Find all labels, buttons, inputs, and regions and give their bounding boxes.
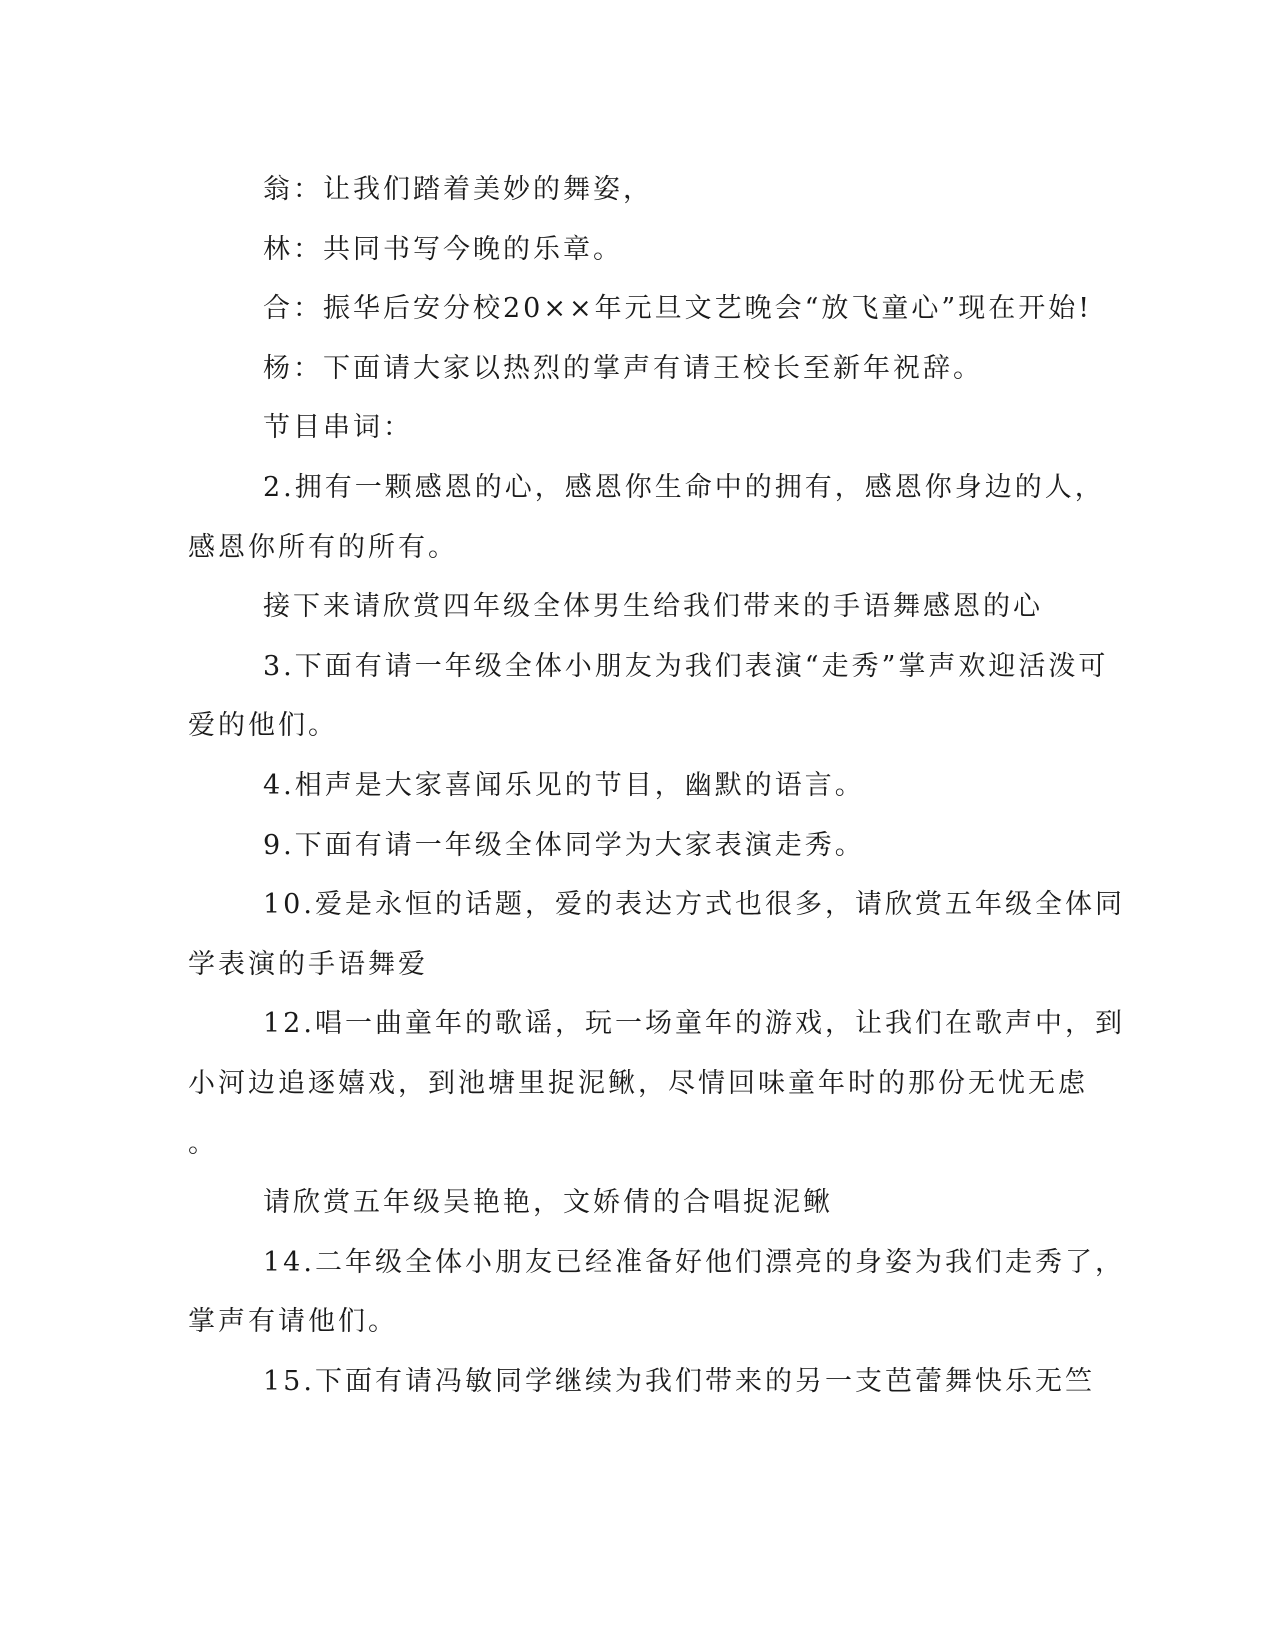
text-line: 12.唱一曲童年的歌谣，玩一场童年的游戏，让我们在歌声中，到 <box>263 1008 1125 1040</box>
text-line: 学表演的手语舞爱 <box>188 948 428 980</box>
text-line: 3.下面有请一年级全体小朋友为我们表演“走秀”掌声欢迎活泼可 <box>263 650 1109 682</box>
text-line: 15.下面有请冯敏同学继续为我们带来的另一支芭蕾舞快乐无竺 <box>263 1365 1095 1397</box>
text-line: 2.拥有一颗感恩的心，感恩你生命中的拥有，感恩你身边的人， <box>263 471 1105 503</box>
text-line: 翁：让我们踏着美妙的舞姿， <box>263 174 653 205</box>
text-line: 感恩你所有的所有。 <box>188 531 458 563</box>
text-line: 掌声有请他们。 <box>188 1306 398 1338</box>
text-line: 请欣赏五年级吴艳艳，文娇倩的合唱捉泥鳅 <box>263 1187 833 1219</box>
text-line: 杨：下面请大家以热烈的掌声有请王校长至新年祝辞。 <box>263 352 983 384</box>
text-line: 14.二年级全体小朋友已经准备好他们漂亮的身姿为我们走秀了， <box>263 1246 1125 1278</box>
document-body <box>188 160 1125 1411</box>
text-line: 接下来请欣赏四年级全体男生给我们带来的手语舞感恩的心 <box>263 591 1043 623</box>
text-line: 小河边追逐嬉戏，到池塘里捉泥鳅，尽情回味童年时的那份无忧无虑 <box>188 1067 1088 1099</box>
text-line: 合：振华后安分校20××年元旦文艺晚会“放飞童心”现在开始! <box>263 293 1093 325</box>
text-line: 。 <box>188 1127 218 1159</box>
text-line: 10.爱是永恒的话题，爱的表达方式也很多，请欣赏五年级全体同 <box>263 889 1125 921</box>
text-line: 9.下面有请一年级全体同学为大家表演走秀。 <box>263 829 865 861</box>
text-line: 4.相声是大家喜闻乐见的节目，幽默的语言。 <box>263 769 865 801</box>
text-line: 林：共同书写今晚的乐章。 <box>263 233 623 265</box>
section-heading: 节目串词： <box>263 412 413 444</box>
text-line: 爱的他们。 <box>188 710 338 742</box>
